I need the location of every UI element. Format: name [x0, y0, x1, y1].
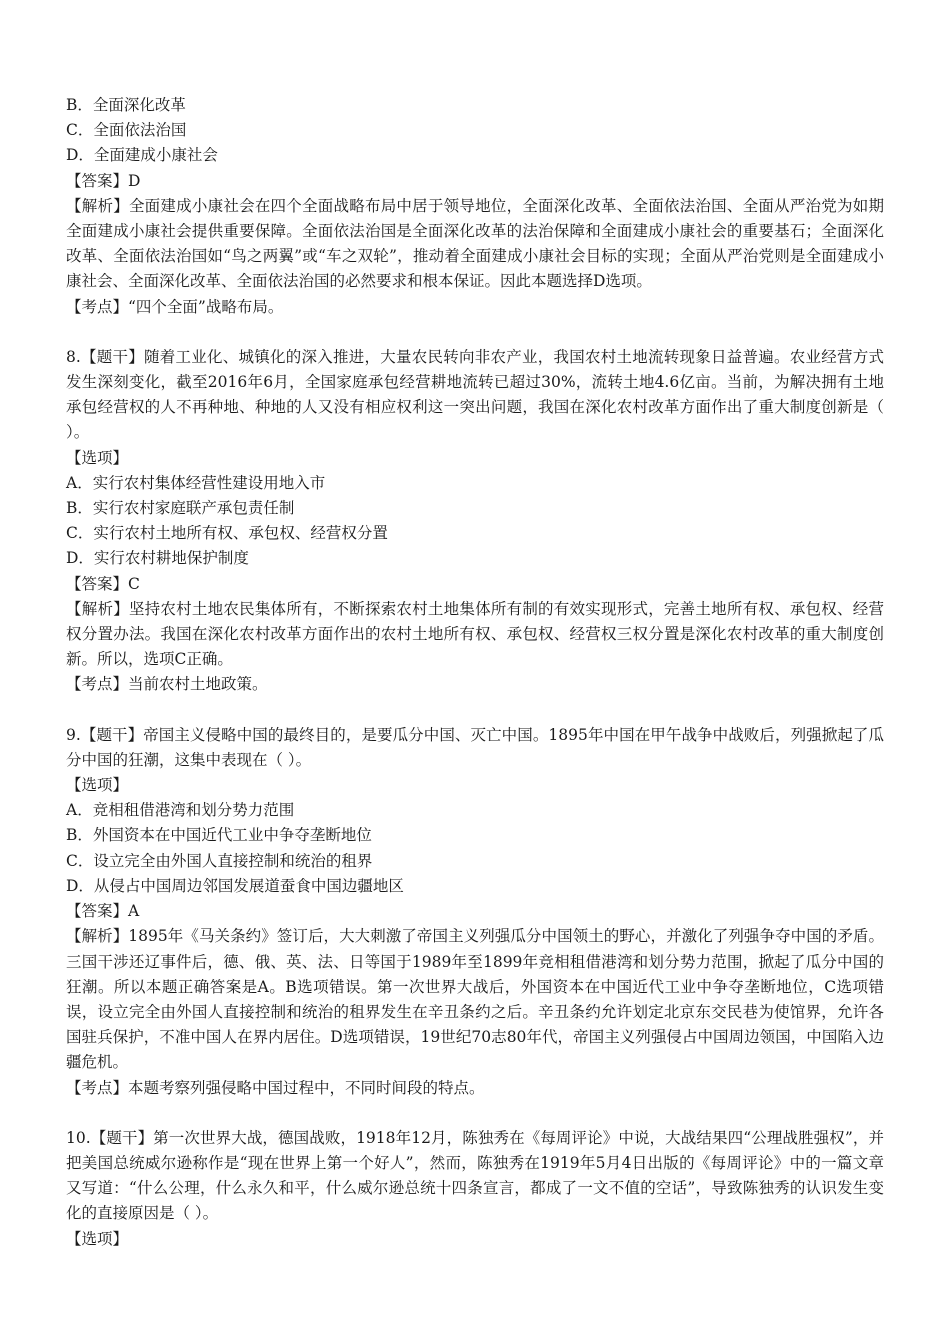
q9-analysis: 【解析】1895年《马关条约》签订后，大大刺激了帝国主义列强瓜分中国领土的野心，并激化了列强争夺中国的矛盾。三国干涉还辽事件后，德、俄、英、法、日等国于1989年至1899年竞相租借港湾和划分势力范围，掀起了瓜分中国的狂潮。所以本题正确答案是A。B选项错误。第一次世界大战后，外国资本在中国近代工业中争夺垄断地位，C选项错误，设立完全由外国人直接控制和统治的租界发生在辛丑条约之后。辛丑条约允许划定北京东交民巷为使馆界，允许各国驻兵保护，不准中国人在界内居住。D选项错误，19世纪70志80年代，帝国主义列强侵占中国周边领国，中国陷入边疆危机。: [66, 927, 884, 1072]
q9-point: 【考点】本题考察列强侵略中国过程中，不同时间段的特点。: [66, 1078, 485, 1097]
q10-options-label: 【选项】: [66, 1229, 129, 1248]
q7-point: 【考点】“四个全面”战略布局。: [66, 297, 284, 316]
q9-answer: 【答案】A: [66, 902, 140, 921]
spacer: [66, 698, 884, 723]
q8-option-d: D．实行农村耕地保护制度: [66, 549, 249, 568]
q9-option-a: A．竞相租借港湾和划分势力范围: [66, 801, 295, 820]
q9-option-d: D．从侵占中国周边邻国发展道蚕食中国边疆地区: [66, 876, 404, 895]
q7-option-b: B．全面深化改革: [66, 96, 186, 114]
q9-option-b: B．外国资本在中国近代工业中争夺垄断地位: [66, 826, 372, 845]
q8-stem: 8.【题干】随着工业化、城镇化的深入推进，大量农民转向非农产业，我国农村土地流转现象日益普遍。农业经营方式发生深刻变化，截至2016年6月，全国家庭承包经营耕地流转已超过30%，流转土地4.6亿亩。当前，为解决拥有土地承包经营权的人不再种地、种地的人又没有相应权利这一突出问题，我国在深化农村改革方面作出了重大制度创新是（ ）。: [66, 347, 884, 442]
q8-answer: 【答案】C: [66, 574, 140, 593]
spacer: [66, 320, 884, 345]
spacer: [66, 1101, 884, 1126]
q7-option-c: C．全面依法治国: [66, 121, 187, 140]
q8-option-c: C．实行农村土地所有权、承包权、经营权分置: [66, 524, 388, 543]
document-body: [66, 93, 884, 1252]
q10-stem: 10.【题干】第一次世界大战，德国战败，1918年12月，陈独秀在《每周评论》中说，大战结果四“公理战胜强权”，并把美国总统威尔逊称作是“现在世界上第一个好人”，然而，陈独秀在1919年5月4日出版的《每周评论》中的一篇文章又写道：“什么公理，什么永久和平，什么威尔逊总统十四条宣言，都成了一文不值的空话”，导致陈独秀的认识发生变化的直接原因是（ ）。: [66, 1128, 884, 1223]
q8-options-label: 【选项】: [66, 448, 129, 467]
q7-option-d: D．全面建成小康社会: [66, 146, 218, 165]
q9-options-label: 【选项】: [66, 776, 129, 795]
q8-option-b: B．实行农村家庭联产承包责任制: [66, 499, 295, 518]
q7-answer: 【答案】D: [66, 171, 141, 190]
q8-option-a: A．实行农村集体经营性建设用地入市: [66, 473, 326, 492]
q8-point: 【考点】当前农村土地政策。: [66, 675, 268, 694]
q7-analysis: 【解析】全面建成小康社会在四个全面战略布局中居于领导地位，全面深化改革、全面依法治国、全面从严治党为如期全面建成小康社会提供重要保障。全面依法治国是全面深化改革的法治保障和全面建成小康社会的重要基石；全面深化改革、全面依法治国如“鸟之两翼”或“车之双轮”，推动着全面建成小康社会目标的实现；全面从严治党则是全面建成小康社会、全面深化改革、全面依法治国的必然要求和根本保证。因此本题选择D选项。: [66, 196, 884, 291]
q9-option-c: C．设立完全由外国人直接控制和统治的租界: [66, 851, 373, 870]
q8-analysis: 【解析】坚持农村土地农民集体所有，不断探索农村土地集体所有制的有效实现形式，完善土地所有权、承包权、经营权分置办法。我国在深化农村改革方面作出的农村土地所有权、承包权、经营权三权分置是深化农村改革的重大制度创新。所以，选项C正确。: [66, 599, 884, 669]
q9-stem: 9.【题干】帝国主义侵略中国的最终目的，是要瓜分中国、灭亡中国。1895年中国在甲午战争中战败后，列强掀起了瓜分中国的狂潮，这集中表现在（ ）。: [66, 725, 884, 769]
